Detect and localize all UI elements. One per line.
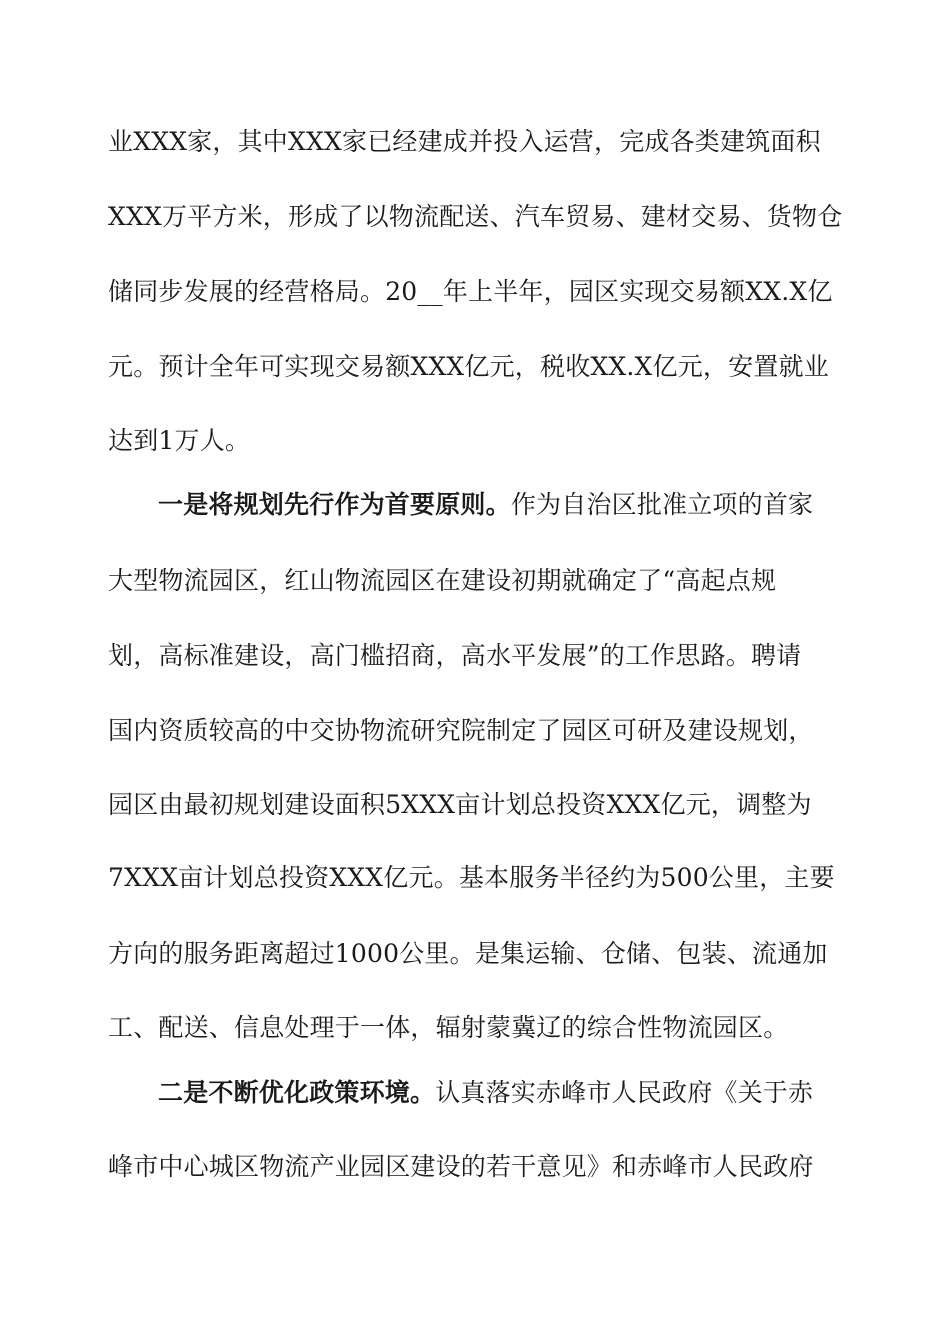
text-line bbox=[108, 122, 821, 162]
text-line bbox=[158, 485, 813, 525]
text-line bbox=[108, 1008, 788, 1048]
text-line bbox=[108, 421, 250, 461]
text-line bbox=[108, 858, 835, 898]
line-text: XXX万平方米，形成了以物流配送、汽车贸易、建材交易、货物仓 bbox=[108, 202, 843, 231]
line-text: 业XXX家，其中XXX家已经建成并投入运营，完成各类建筑面积 bbox=[108, 127, 821, 156]
line-text: 国内资质较高的中交协物流研究院制定了园区可研及建设规划， bbox=[108, 716, 814, 745]
text-line bbox=[108, 934, 828, 974]
text-line bbox=[108, 636, 801, 676]
text-line bbox=[108, 197, 842, 237]
line-text: 大型物流园区，红山物流园区在建设初期就确定了“高起点规 bbox=[108, 566, 777, 595]
bold-heading: 二是不断优化政策环境。 bbox=[158, 1078, 436, 1107]
bold-heading: 一是将规划先行作为首要原则。 bbox=[158, 490, 511, 519]
line-text: 储同步发展的经营格局。20__年上半年，园区实现交易额XX.X亿 bbox=[108, 277, 833, 306]
text-line bbox=[108, 1147, 814, 1187]
line-text: 划，高标准建设，高门槛招商，高水平发展”的工作思路。聘请 bbox=[108, 641, 802, 670]
line-text: 峰市中心城区物流产业园区建设的若干意见》和赤峰市人民政府 bbox=[108, 1152, 814, 1181]
line-text: 元。预计全年可实现交易额XXX亿元，税收XX.X亿元，安置就业 bbox=[108, 352, 829, 381]
text-line bbox=[108, 347, 829, 387]
line-text: 工、配送、信息处理于一体，辐射蒙冀辽的综合性物流园区。 bbox=[108, 1013, 789, 1042]
line-text: 7XXX亩计划总投资XXX亿元。基本服务半径约为500公里，主要 bbox=[108, 863, 835, 892]
line-text: 达到1万人。 bbox=[108, 426, 251, 455]
text-line bbox=[108, 785, 812, 825]
text-line bbox=[108, 711, 814, 751]
text-line bbox=[158, 1073, 813, 1113]
text-line bbox=[108, 561, 776, 601]
line-text: 作为自治区批准立项的首家 bbox=[510, 490, 814, 519]
line-text: 方向的服务距离超过1000公里。是集运输、仓储、包装、流通加 bbox=[108, 939, 828, 968]
line-text: 认真落实赤峰市人民政府《关于赤 bbox=[435, 1078, 814, 1107]
line-text: 园区由最初规划建设面积5XXX亩计划总投资XXX亿元，调整为 bbox=[108, 790, 812, 819]
text-line bbox=[108, 272, 833, 312]
